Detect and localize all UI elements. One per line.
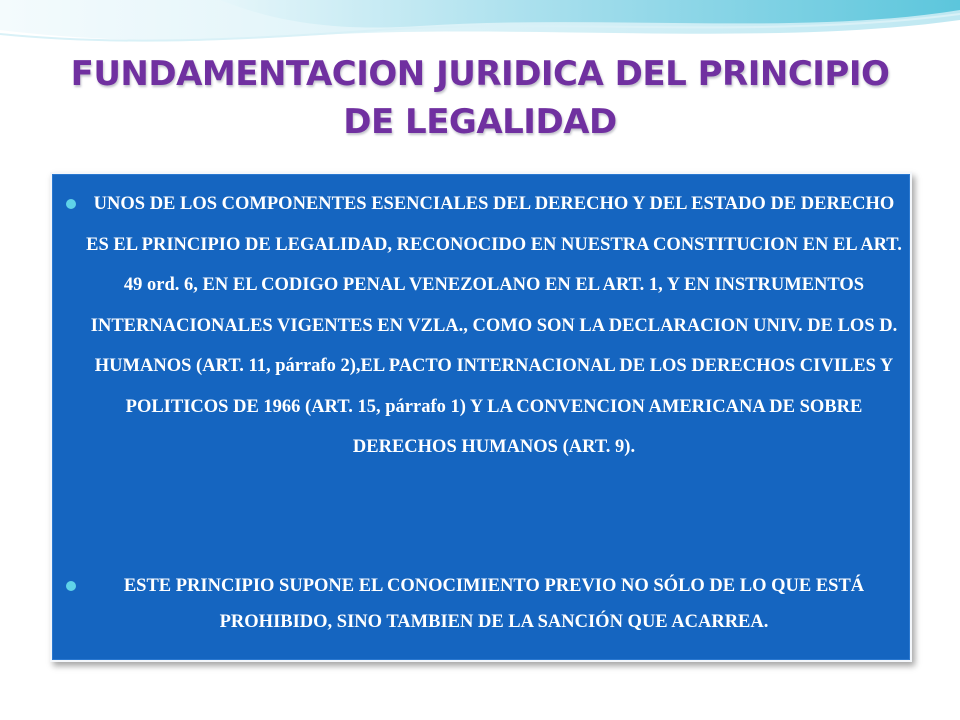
bullet-item — [66, 568, 906, 640]
bullet-text: UNOS DE LOS COMPONENTES ESENCIALES DEL DERECHO Y DEL ESTADO DE DERECHO ES EL PRINCIPIO DE LEGALIDAD, RECONOCIDO EN NUESTRA CONSTITUCION EN EL ART. 49 ord. 6, EN EL CODIGO PENAL VENEZOLANO EN EL ART. 1, Y EN INSTRUMENTOS INTERNACIONALES VIGENTES EN VZLA., COMO SON LA DECLARACION UNIV. DE LOS D. HUMANOS (ART. 11, párrafo 2),EL PACTO INTERNACIONAL DE LOS DERECHOS CIVILES Y POLITICOS DE 1966 (ART. 15, párrafo 1) Y LA CONVENCION AMERICANA DE SOBRE DERECHOS HUMANOS (ART. 9). — [86, 194, 902, 457]
bullet-text: ESTE PRINCIPIO SUPONE EL CONOCIMIENTO PREVIO NO SÓLO DE LO QUE ESTÁ PROHIBIDO, SINO TAMBIEN DE LA SANCIÓN QUE ACARREA. — [123, 576, 865, 632]
bullet-item — [66, 184, 906, 468]
content-box — [50, 172, 912, 662]
slide-title: FUNDAMENTACION JURIDICA DEL PRINCIPIO DE LEGALIDAD — [70, 54, 890, 142]
bullet-dot-icon — [66, 199, 76, 209]
bullet-dot-icon — [66, 581, 76, 591]
